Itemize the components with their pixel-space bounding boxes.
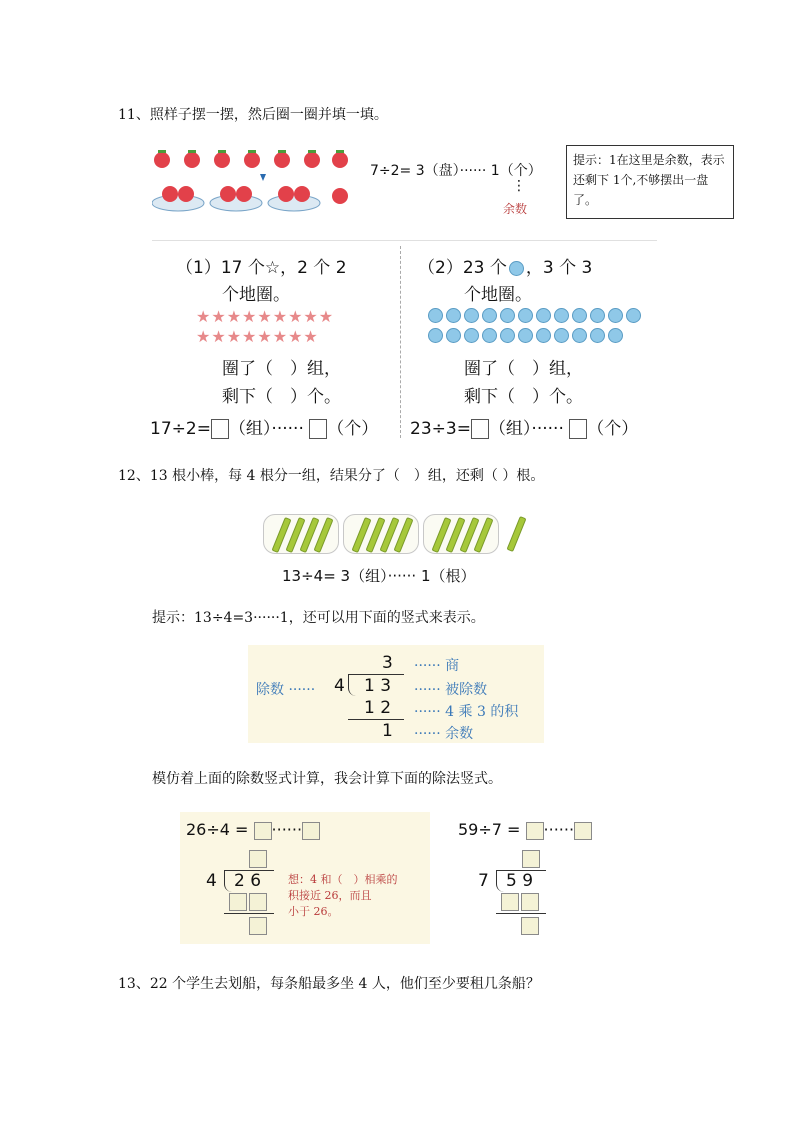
part2-quotient-box[interactable] — [471, 419, 489, 439]
ex2-remainder-box[interactable] — [574, 822, 592, 840]
star-row-1: ★★★★★★★★★ — [196, 307, 335, 326]
ex1-bracket — [224, 870, 233, 892]
circle-row-2 — [428, 328, 658, 347]
ex1-product-box-1[interactable] — [229, 893, 247, 911]
part2-line2: 个地圈。 — [464, 285, 532, 305]
stick-equation: 13÷4= 3（组）······ 1（根） — [282, 567, 476, 585]
ex1-think-note: 想：4 和（ ）相乘的 积接近 26，而且 小于 26。 — [288, 873, 398, 918]
ex1-dividend: 2 6 — [234, 871, 262, 891]
part1-line1: （1）17 个☆，2 个 2 — [176, 258, 347, 278]
ex1-sub-line — [224, 913, 274, 914]
strawberry-illustration — [152, 148, 352, 214]
ld-bracket — [348, 674, 357, 696]
long-division-panel — [248, 645, 544, 743]
ex1-dots: ······ — [271, 820, 303, 839]
ex1-quotient-box[interactable] — [254, 822, 272, 840]
star-row-2: ★★★★★★★★ — [196, 327, 319, 346]
ex2-dividend: 5 9 — [506, 871, 534, 891]
ld-ann-remainder: ······ 余数 — [414, 726, 474, 742]
ex2-equation — [458, 820, 592, 840]
part1-quotient-box[interactable] — [211, 419, 229, 439]
ld-divisor-label: 除数 ······ — [256, 682, 316, 698]
ex2-divisor: 7 — [478, 871, 489, 891]
ld-ann-product: ······ 4 乘 3 的积 — [414, 704, 519, 720]
ex2-sub-line — [496, 913, 546, 914]
part1-line2: 个地圈。 — [222, 285, 290, 305]
part1-eq-a: 17÷2= — [150, 419, 211, 439]
ex2-remainder-final-box[interactable] — [521, 917, 539, 935]
remainder-label: 余数 — [503, 202, 528, 216]
part2-line1a: （2）23 个 — [418, 258, 507, 278]
part1-blank2: 剩下（ ）个。 — [222, 387, 341, 407]
ex2-top-box[interactable] — [522, 850, 540, 868]
q12-title: 12、13 根小棒，每 4 根分一组，结果分了（ ）组，还剩（ ）根。 — [118, 468, 545, 484]
part2-blank2: 剩下（ ）个。 — [464, 387, 583, 407]
strawberry-icon — [152, 148, 352, 214]
hint-box: 提示：1在这里是余数，表示还剩下 1个,不够摆出一盘了。 — [566, 145, 734, 219]
part2-eq-a: 23÷3= — [410, 419, 471, 439]
part2-line1b: ，3 个 3 — [525, 258, 593, 278]
panel-divider — [400, 246, 401, 438]
part1-equation — [150, 414, 378, 439]
part1-remainder-box[interactable] — [309, 419, 327, 439]
ex2-product-box-2[interactable] — [521, 893, 539, 911]
q11-title: 11、照样子摆一摆，然后圈一圈并填一填。 — [118, 107, 388, 123]
ex2-eq: 59÷7 = — [458, 820, 521, 839]
ex1-equation — [186, 820, 320, 840]
example-equation: 7÷2= 3（盘）······ 1（个） — [370, 163, 542, 179]
part2-eq-c: （个） — [587, 419, 639, 439]
ld-sub-line — [348, 719, 404, 720]
part2-equation — [410, 414, 638, 439]
ex1-eq: 26÷4 = — [186, 820, 249, 839]
ex1-remainder-final-box[interactable] — [249, 917, 267, 935]
ex1-remainder-box[interactable] — [302, 822, 320, 840]
stick-single — [507, 516, 527, 552]
part2-remainder-box[interactable] — [569, 419, 587, 439]
part2-line1 — [418, 253, 592, 278]
stick-group-2 — [343, 514, 419, 554]
ex1-divisor: 4 — [206, 871, 217, 891]
ld-product: 1 2 — [364, 698, 392, 718]
ld-ann-quotient: ······ 商 — [414, 658, 460, 674]
ex2-dots: ······ — [543, 820, 575, 839]
part2-eq-b: （组）······ — [488, 419, 564, 439]
circle-row-1 — [428, 308, 658, 327]
ld-remainder: 1 — [382, 721, 393, 741]
part1-eq-c: （个） — [327, 419, 379, 439]
part1-eq-b: （组）······ — [228, 419, 304, 439]
q13-title: 13、22 个学生去划船，每条船最多坐 4 人，他们至少要租几条船？ — [118, 976, 540, 992]
circle-icon — [509, 261, 524, 276]
ld-quotient: 3 — [382, 653, 393, 673]
example-dots: ⋮ — [512, 178, 526, 194]
ex2-bracket — [496, 870, 505, 892]
ld-dividend: 1 3 — [364, 676, 392, 696]
ex2-quotient-box[interactable] — [526, 822, 544, 840]
ld-divisor: 4 — [334, 676, 345, 696]
ex2-product-box-1[interactable] — [501, 893, 519, 911]
part1-blank1: 圈了（ ）组， — [222, 359, 341, 379]
sticks-illustration — [263, 512, 533, 556]
stick-group-3 — [423, 514, 499, 554]
q12-hint: 提示：13÷4=3······1，还可以用下面的竖式来表示。 — [152, 610, 485, 626]
ex1-top-box[interactable] — [249, 850, 267, 868]
ex1-product-box-2[interactable] — [249, 893, 267, 911]
part2-blank1: 圈了（ ）组， — [464, 359, 583, 379]
ld-ann-dividend: ······ 被除数 — [414, 682, 488, 698]
stick-group-1 — [263, 514, 339, 554]
panel-top-divider — [152, 240, 657, 241]
imitate-instruction: 模仿着上面的除数竖式计算，我会计算下面的除法竖式。 — [152, 771, 502, 787]
